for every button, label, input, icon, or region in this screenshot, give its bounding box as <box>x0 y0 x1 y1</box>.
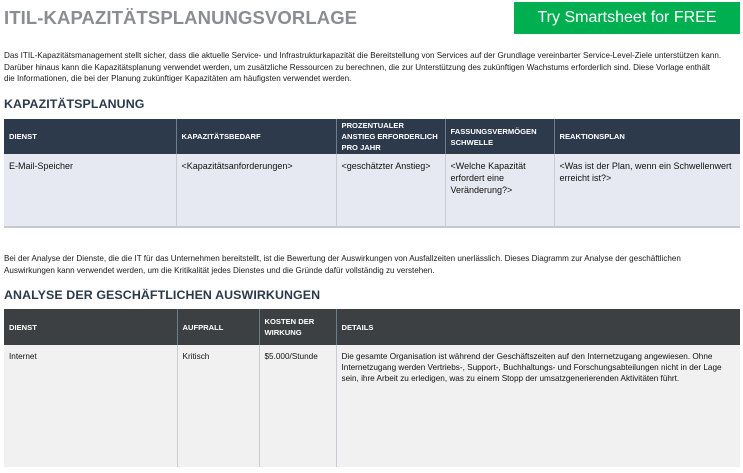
cell-dienst[interactable]: Internet <box>4 345 177 467</box>
business-impact-table <box>4 309 740 467</box>
table-row <box>4 154 740 227</box>
impact-section-heading: ANALYSE DER GESCHÄFTLICHEN AUSWIRKUNGEN <box>4 288 321 302</box>
cell-kapazitaetsbedarf[interactable]: <Kapazitätsanforderungen> <box>176 154 336 227</box>
cell-aufprall[interactable]: Kritisch <box>177 345 259 467</box>
column-header-dienst: DIENST <box>4 309 177 345</box>
column-header-kosten-der-wirkung: KOSTEN DER WIRKUNG <box>259 309 336 345</box>
table-header-row <box>4 309 740 345</box>
capacity-section-heading: KAPAZITÄTSPLANUNG <box>4 97 145 111</box>
column-header-kapazitaetsbedarf: KAPAZITÄTSBEDARF <box>176 119 336 154</box>
cell-details[interactable]: Die gesamte Organisation ist während der Geschäftszeiten auf den Internetzugang angewiesen. Ohne Internetzugang werden Vertriebs-, Support-, Buchhaltungs- und Forschungsabteilungen nicht in der Lage sein, ihre Arbeit zu erledigen, was zu einem Stopp der umsatzgenerierenden Aktivitäten führt. <box>341 352 722 383</box>
cell-fassungsvermoegen[interactable]: <Welche Kapazität erfordert eine Veränderung?> <box>445 154 554 227</box>
try-smartsheet-button[interactable]: Try Smartsheet for FREE <box>514 2 740 34</box>
cell-dienst[interactable]: E-Mail-Speicher <box>4 154 176 227</box>
capacity-planning-table <box>4 119 740 228</box>
column-header-details: DETAILS <box>341 322 374 332</box>
column-header-dienst: DIENST <box>4 119 176 154</box>
column-header-fassungsvermoegen: FASSUNGSVERMÖGEN SCHWELLE <box>445 119 554 154</box>
cell-prozentualer-anstieg[interactable]: <geschätzter Anstieg> <box>336 154 445 227</box>
page-title: ITIL-KAPAZITÄTSPLANUNGSVORLAGE <box>4 7 358 28</box>
column-header-aufprall: AUFPRALL <box>177 309 259 345</box>
table-row <box>4 345 740 467</box>
intro-paragraph: Das ITIL-Kapazitätsmanagement stellt sicher, dass die aktuelle Service- und Infrastrukturkapazität die Bereitstellung von Services auf der Grundlage vereinbarter Service-Level-Ziele unterstützen kann. Darüber hinaus kann die Kapazitätsplanung verwendet werden, um zusätzliche Ressourcen zu berechnen, die zur Unterstützung des zukünftigen Wachstums erforderlich sind. Diese Vorlage enthält die Informationen, die bei der Planung zukünftiger Kapazitäten am häufigsten verwendet werden. <box>4 51 722 83</box>
analysis-intro-paragraph: Bei der Analyse der Dienste, die die IT für das Unternehmen bereitstellt, ist die Bewertung der Auswirkungen von Ausfallzeiten unerlässlich. Dieses Diagramm zur Analyse der geschäftlichen Auswirkungen kann verwendet werden, um die Kritikalität jedes Dienstes und die Gründe dafür vollständig zu verstehen. <box>4 254 681 275</box>
column-header-prozentualer-anstieg: PROZENTUALER ANSTIEG ERFORDERLICH PRO JAHR <box>336 119 445 154</box>
table-header-row <box>4 119 740 154</box>
cell-kosten[interactable]: $5.000/Stunde <box>259 345 336 467</box>
column-header-reaktionsplan: REAKTIONSPLAN <box>559 132 625 141</box>
cell-reaktionsplan[interactable]: <Was ist der Plan, wenn ein Schwellenwert erreicht ist?> <box>559 161 732 183</box>
